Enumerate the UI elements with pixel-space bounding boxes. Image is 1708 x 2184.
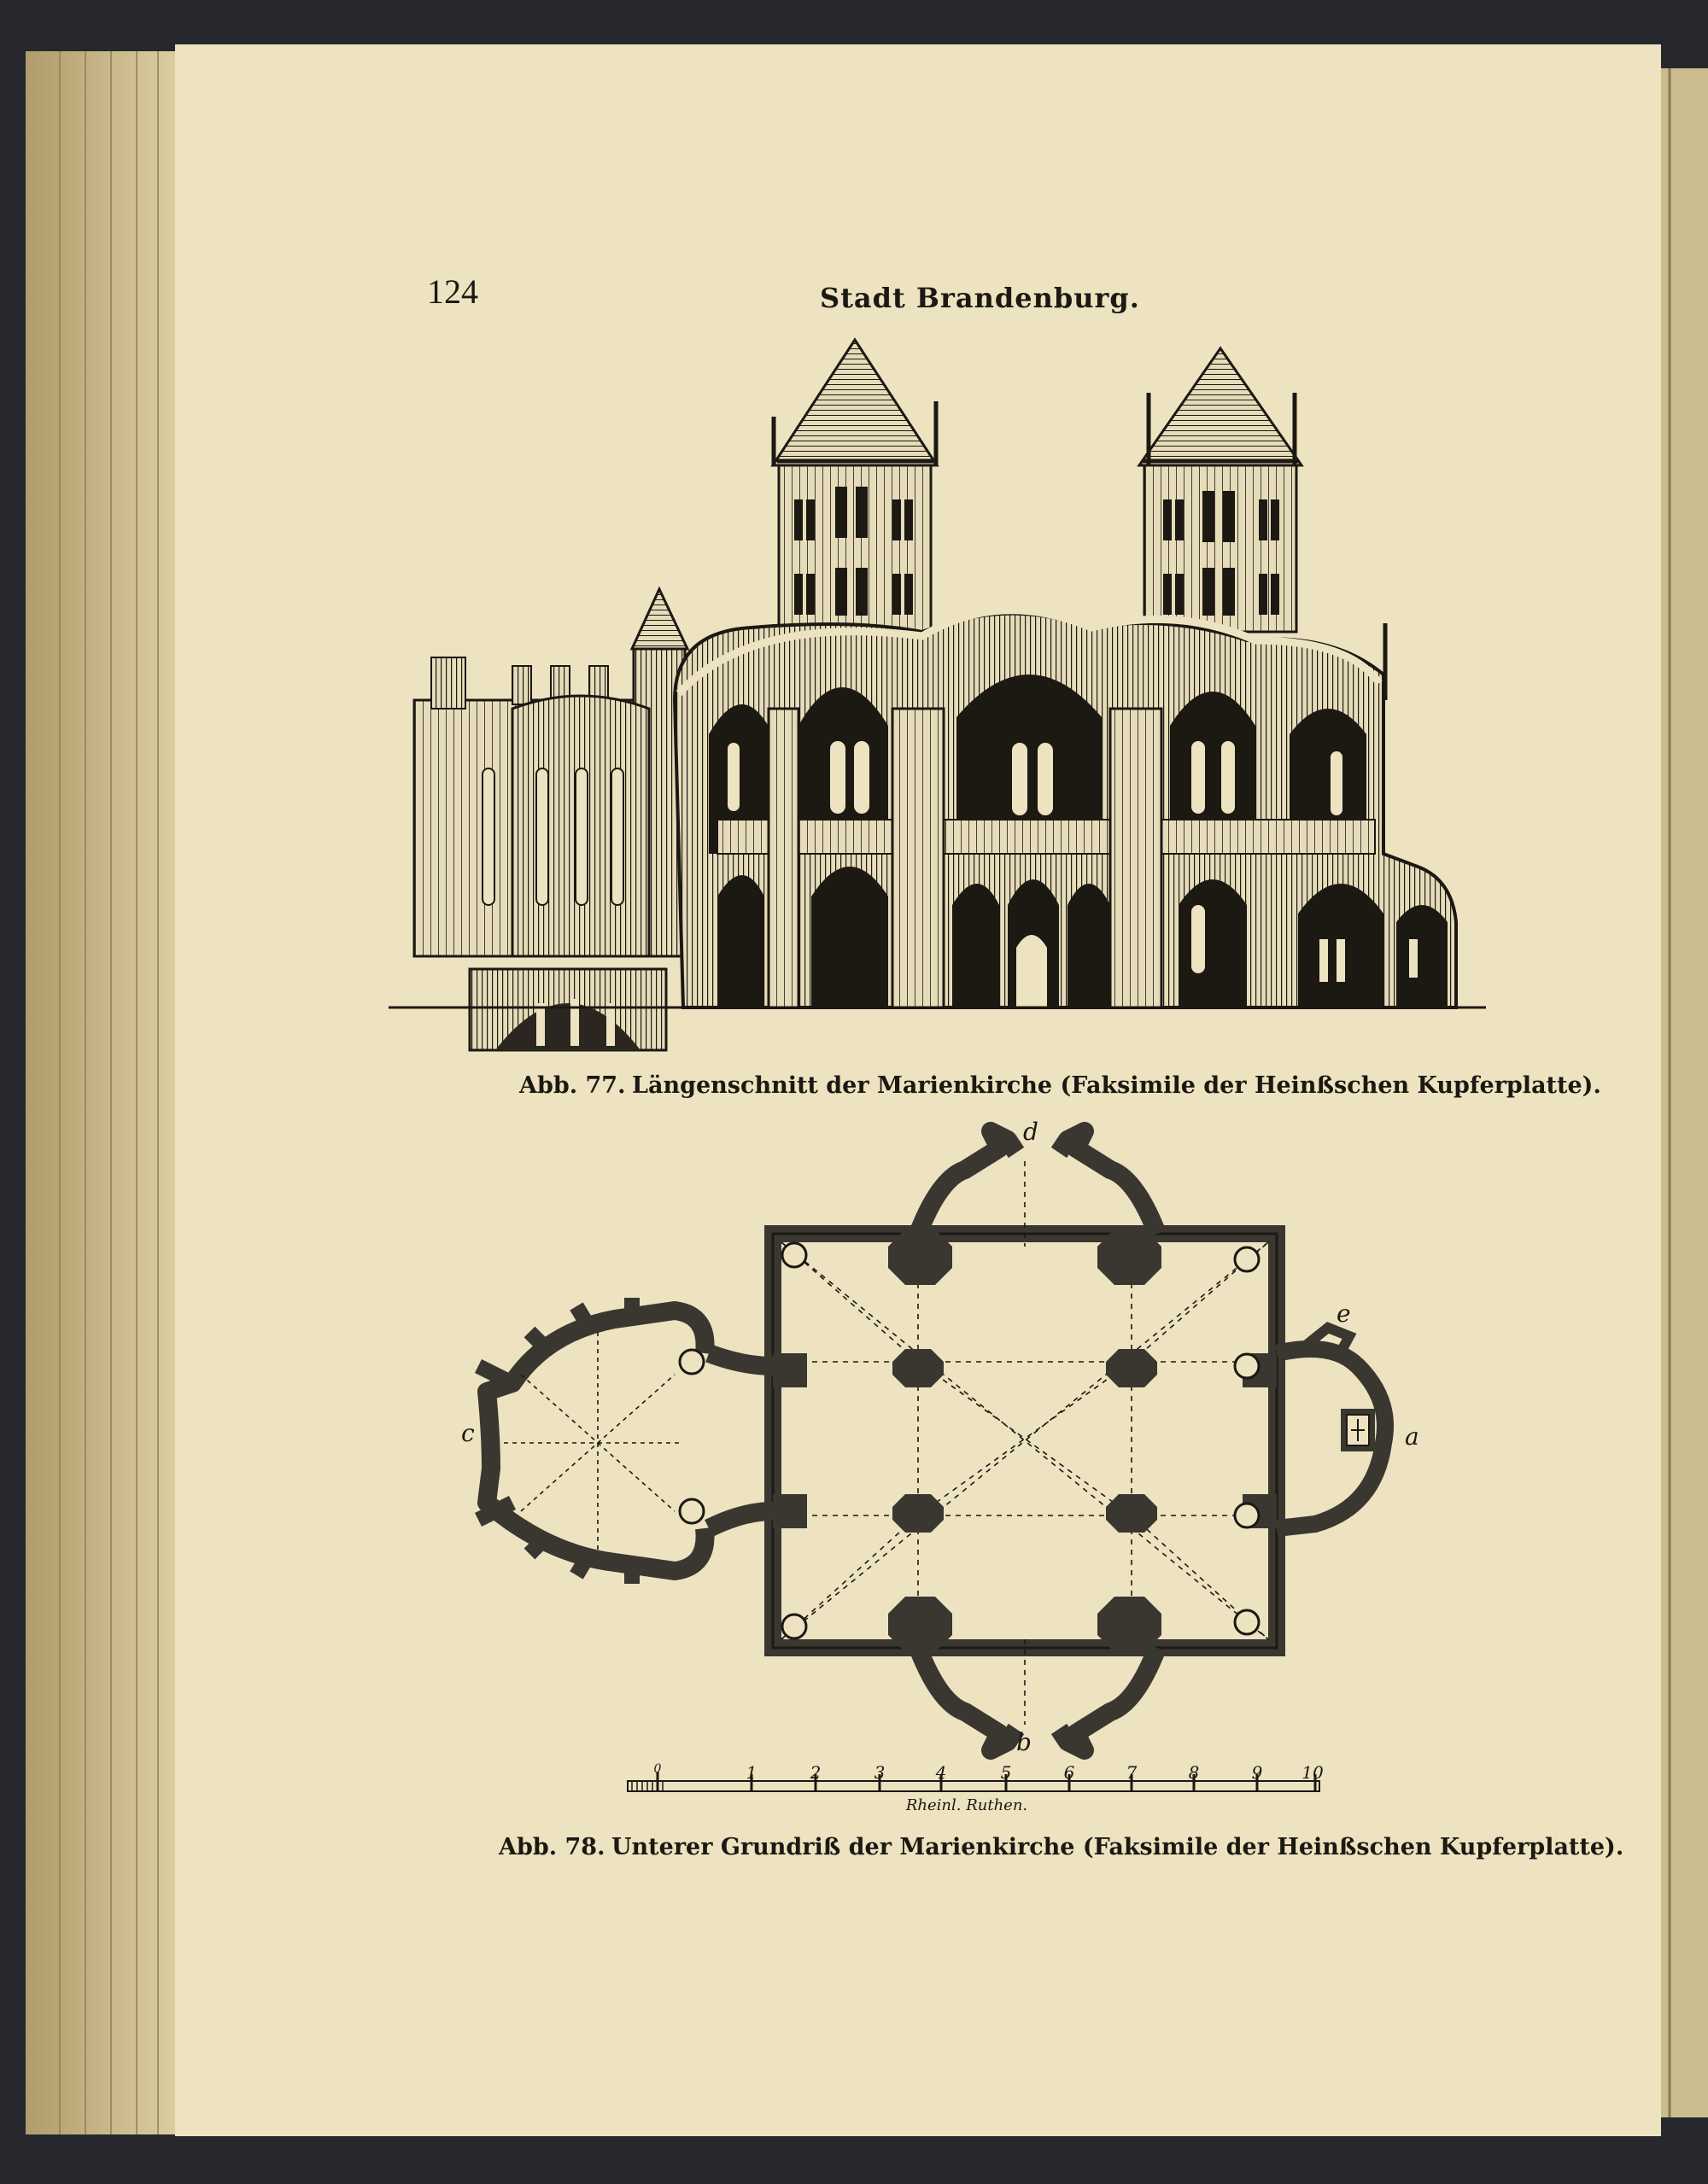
figure-78-label: Abb. 78. [499, 1834, 605, 1860]
running-head: Stadt Brandenburg. [820, 282, 1140, 314]
scale-tick-8: 8 [1188, 1762, 1200, 1783]
figure-77-label: Abb. 77. [519, 1072, 626, 1099]
scale-tick-1: 1 [746, 1762, 757, 1783]
scale-tick-2: 2 [810, 1762, 822, 1783]
page-edges [26, 51, 179, 2134]
right-page-edge [1661, 68, 1708, 2117]
scale-unit: Rheinl. Ruthen. [905, 1796, 1028, 1814]
plan-letter-d: d [1023, 1118, 1038, 1146]
scale-tick-0: 0 [653, 1762, 662, 1776]
figure-77-caption: Längenschnitt der Marienkirche (Faksimile der Heinßschen Kupferplatte). [632, 1072, 1601, 1099]
plan-letter-c: c [461, 1419, 475, 1447]
scale-tick-10: 10 [1301, 1762, 1324, 1783]
scale-tick-3: 3 [874, 1762, 886, 1783]
scale-tick-7: 7 [1126, 1762, 1138, 1783]
scale-tick-6: 6 [1063, 1762, 1075, 1783]
scale-tick-9: 9 [1251, 1762, 1263, 1783]
scale-tick-5: 5 [1000, 1762, 1012, 1783]
scale-tick-4: 4 [935, 1762, 947, 1783]
figure-78-caption: Unterer Grundriß der Marienkirche (Faksimile der Heinßschen Kupferplatte). [611, 1834, 1624, 1860]
page-number: 124 [427, 272, 478, 311]
plan-letter-e: e [1337, 1299, 1351, 1328]
plan-letter-a: a [1405, 1422, 1419, 1451]
plan-letter-b: b [1016, 1728, 1032, 1756]
